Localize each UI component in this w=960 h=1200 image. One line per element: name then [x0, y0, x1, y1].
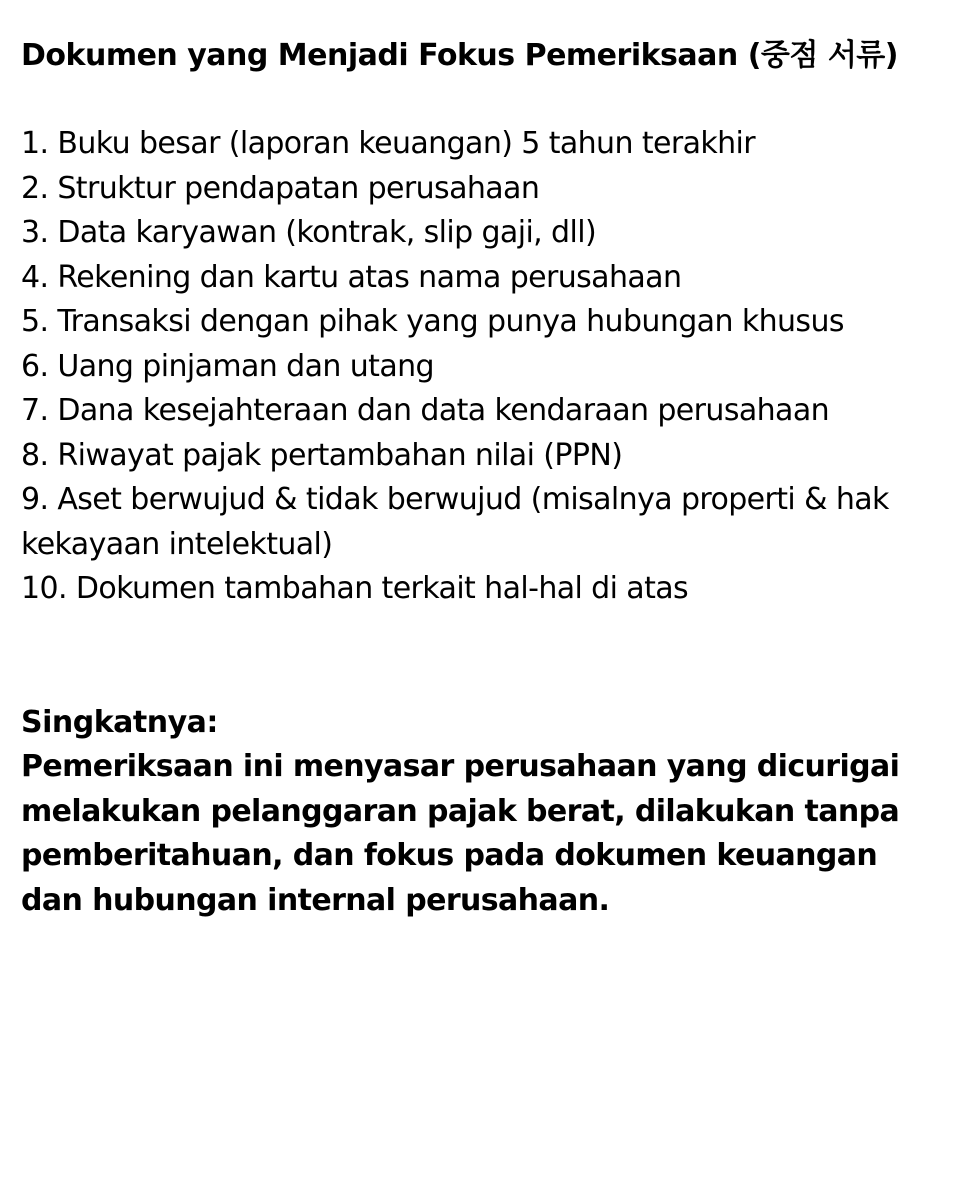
list-item: 5. Transaksi dengan pihak yang punya hubungan khusus	[21, 304, 844, 339]
list-item: 7. Dana kesejahteraan dan data kendaraan perusahaan	[21, 393, 830, 428]
summary-text: Pemeriksaan ini menyasar perusahaan yang dicurigai melakukan pelanggaran pajak berat, dilakukan tanpa pemberitahuan, dan fokus pada dokumen keuangan dan hubungan internal perusahaan.	[21, 749, 900, 918]
document-title: Dokumen yang Menjadi Fokus Pemeriksaan (중점 서류)	[21, 38, 898, 73]
list-item: 6. Uang pinjaman dan utang	[21, 348, 434, 384]
summary-section	[21, 701, 940, 924]
list-item: 1. Buku besar (laporan keuangan) 5 tahun terakhir	[21, 126, 756, 161]
list-item: 2. Struktur pendapatan perusahaan	[21, 170, 540, 206]
list-item: 10. Dokumen tambahan terkait hal-hal di atas	[21, 571, 689, 606]
list-item: 9. Aset berwujud & tidak berwujud (misalnya properti & hak kekayaan intelektual)	[21, 482, 889, 562]
list-item: 4. Rekening dan kartu atas nama perusahaan	[21, 259, 682, 295]
document-list	[21, 122, 940, 612]
summary-heading: Singkatnya:	[21, 704, 218, 740]
list-item: 8. Riwayat pajak pertambahan nilai (PPN)	[21, 437, 623, 473]
list-item: 3. Data karyawan (kontrak, slip gaji, dll)	[21, 215, 597, 250]
